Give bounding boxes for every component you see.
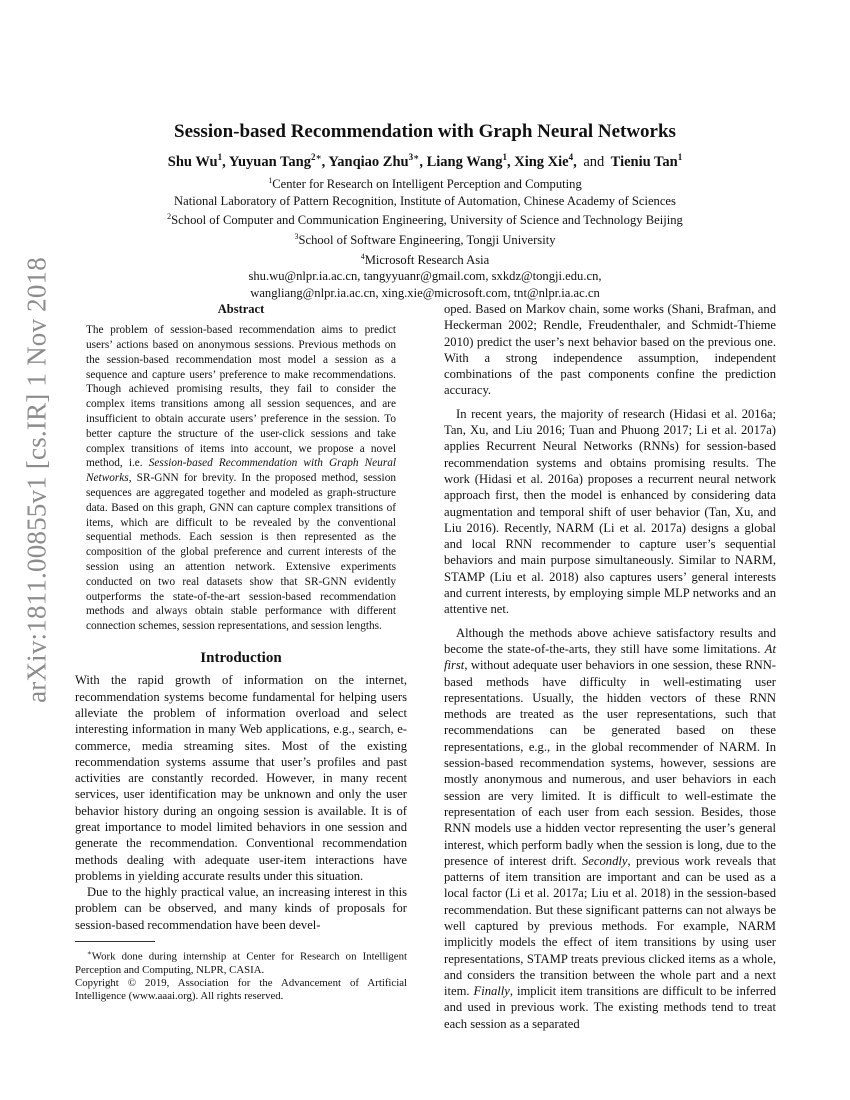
author-affiliation-mark: 1 — [502, 152, 507, 162]
affiliation-line: $^1$Center for Research on Intelligent Perception and Computing — [268, 176, 582, 192]
footnote-divider — [75, 941, 155, 942]
paper-title: Session-based Recommendation with Graph Neural Networks — [174, 121, 676, 142]
author-affiliation-mark: 4 — [568, 152, 574, 162]
affiliations — [0, 173, 850, 301]
author-affiliation-mark: 1 — [677, 152, 683, 162]
author-affiliation-mark: 1 — [217, 152, 223, 162]
affiliation-line: $^2$School of Computer and Communication Engineering, University of Science and Technology Beijing — [167, 212, 683, 228]
copyright-notice: Copyright © 2019, Association for the Advancement of Artificial Intelligence (www.aaai.org). All rights reserved. — [75, 977, 407, 1003]
arxiv-identifier-stamp: arXiv:1811.00855v1 [cs.IR] 1 Nov 2018 — [21, 257, 52, 703]
affiliation-line: $^4$Microsoft Research Asia — [360, 251, 490, 267]
author-affiliation-mark: 3∗ — [408, 152, 420, 162]
introduction-paragraph: With the rapid growth of information on the internet, recommendation systems become fundamental for helping users alleviate the problem of information overload and select interesting information in many Web applications, e.g., search, e-commerce, media streaming sites. Most of the existing recommendation systems assume that user’s profiles and past activities are constantly recorded. However, in many recent services, user identification may be unknown and only the user behavior history during an ongoing session is available. It is of great importance to model limited behaviors in one session and generate the recommendation. Conventional recommendation methods dealing with adequate user-item interactions have problems in yielding accurate results under this situation. — [75, 673, 407, 883]
abstract-heading: Abstract — [217, 302, 265, 316]
author-name: Liang Wang — [426, 153, 503, 170]
left-column — [75, 301, 407, 1003]
affiliation-line: $^3$School of Software Engineering, Tongji University — [294, 231, 556, 248]
author-name: Shu Wu — [167, 153, 218, 170]
body-paragraph: Although the methods above achieve satisfactory results and become the state-of-the-arts, they still have some limitations. At first, without adequate user behaviors in one session, these RNN-based methods have difficulty in well-estimating user representations. Usually, the hidden vectors of these RNN methods are treated as the user representations, such that recommendations can be generated based on these representations, e.g., in the global recommender of NARM. In session-based recommendation systems, however, sessions are mostly anonymous and numerous, and user behaviors in each session are very limited. It is difficult to well-estimate the representation of each user from each session. Besides, those RNN models use a hidden vector representing the user’s general interest, which perform badly when the session is long, due to the presence of interest drift. Secondly, previous work reveals that patterns of item transition are important and can be used as a local factor (Li et al. 2017a; Liu et al. 2018) in the session-based recommendation. But these significant patterns can not always be well captured by previous methods. For example, NARM implicitly models the effect of item transitions by using user representations, STAMP treats previous clicked items as a whole, and considers the transition between the whole part and a next item. Finally, implicit item transitions are difficult to be inferred and used in previous work. The existing methods tend to treat each session as a separated — [444, 625, 776, 1031]
author-list: Shu Wu$^1$, Yuyuan Tang$^{2∗}$, Yanqiao Zhu$^{3∗}$, Liang Wang$^1$, Xing Xie$^4$, and Tieniu Tan$^1$ — [167, 152, 683, 170]
author-affiliation-mark: 2∗ — [310, 152, 322, 162]
introduction-paragraph: Due to the highly practical value, an increasing interest in this problem can be observed, and many kinds of proposals for session-based recommendation have been devel- — [75, 885, 407, 932]
body-paragraph: oped. Based on Markov chain, some works (Shani, Brafman, and Heckerman 2002; Rendle, Freudenthaler, and Schmidt-Thieme 2010) predict the user’s next behavior based on the previous one. With a strong independence assumption, independent combinations of the past components confine the prediction accuracy. — [444, 302, 776, 398]
affiliation-line: National Laboratory of Pattern Recognition, Institute of Automation, Chinese Academy of Sciences — [174, 193, 676, 208]
author-name: Xing Xie — [514, 153, 569, 170]
email-line: shu.wu@nlpr.ia.ac.cn, tangyyuanr@gmail.com, sxkdz@tongji.edu.cn, — [248, 269, 602, 284]
author-conjunction: and — [583, 153, 605, 170]
abstract-text: The problem of session-based recommendation aims to predict users’ actions based on anonymous sessions. Previous methods on the session-based recommendation most model a session as a sequence and capture users’ preference to make recommendations. Though achieved promising results, they fail to consider the complex items transitions among all session sequences, and are insufficient to obtain accurate users’ preference in the session. To better capture the structure of the user-click sessions and take complex transitions of items into account, we propose a novel method, i.e. Session-based Recommendation with Graph Neural Networks, SR-GNN for brevity. In the proposed method, session sequences are aggregated together and modeled as graph-structure data. Based on this graph, GNN can capture complex transitions of items, which are difficult to be revealed by the conventional sequential methods. Each session is then represented as the composition of the global preference and current interests of the session using an attention network. Extensive experiments conducted on two real datasets show that SR-GNN evidently outperforms the state-of-the-art session-based recommendation methods and always obtain stable performance with different connection schemes, session representations, and session lengths. — [86, 324, 397, 633]
author-name: Tieniu Tan — [610, 153, 678, 170]
right-column — [444, 301, 776, 1032]
email-line: wangliang@nlpr.ia.ac.cn, xing.xie@microsoft.com, tnt@nlpr.ia.ac.cn — [250, 285, 600, 300]
introduction-heading: Introduction — [200, 650, 282, 667]
author-name: Yanqiao Zhu — [328, 153, 409, 170]
body-paragraph: In recent years, the majority of research (Hidasi et al. 2016a; Tan, Xu, and Liu 2016; Tuan and Phuong 2017; Li et al. 2017a) applies Recurrent Neural Networks (RNNs) for session-based recommendation systems and obtains promising results. The work (Hidasi et al. 2016a) proposes a recurrent neural network approach first, then the model is enhanced by considering data augmentation and temporal shift of user behavior (Tan, Xu, and Liu 2016). Recently, NARM (Li et al. 2017a) designs a global and local RNN recommender to capture user’s sequential behaviors and main purpose simultaneously. Similar to NARM, STAMP (Liu et al. 2018) also captures users’ general interests and current interests, by employing simple MLP networks and an attentive net. — [444, 406, 776, 617]
author-name: Yuyuan Tang — [228, 153, 311, 170]
footnote: ∗Work done during internship at Center for Research on Intelligent Perception and Computing, NLPR, CASIA. — [75, 949, 407, 976]
